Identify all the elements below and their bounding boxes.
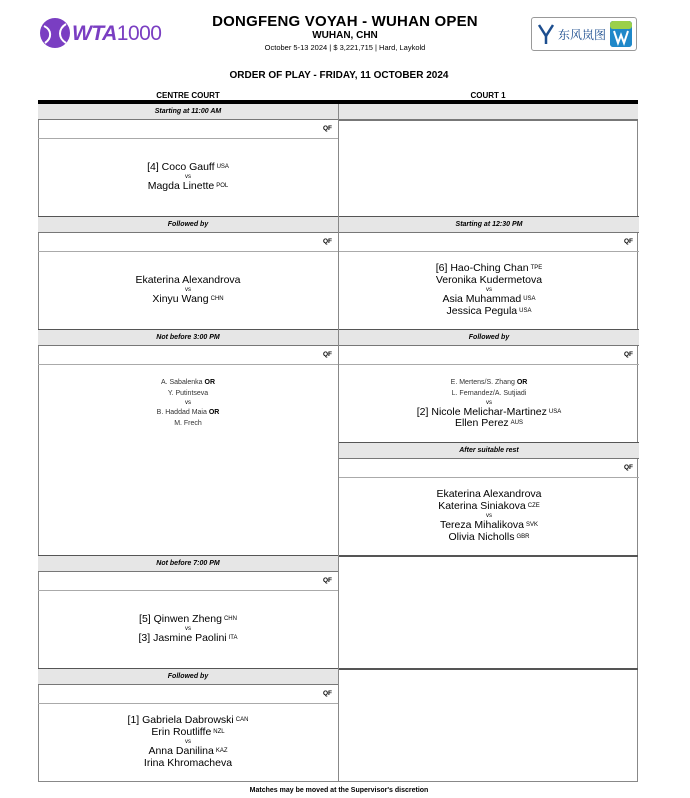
alternative-player-name: B. Haddad Maia: [156, 409, 207, 416]
player-name: [6] Hao-Ching Chan: [435, 262, 529, 274]
player-nationality: USA: [519, 307, 532, 314]
player-nationality: USA: [548, 408, 562, 415]
or-label: OR: [208, 409, 220, 416]
session-separator: [339, 668, 638, 670]
wta-1000-logo: [38, 16, 163, 52]
session-slot-label: Followed by: [339, 330, 639, 346]
player-nationality: CAN: [235, 717, 249, 723]
match: [339, 377, 639, 430]
round-label: QF: [323, 125, 333, 132]
player-name: [2] Nicole Melichar-Martinez: [416, 405, 547, 418]
round-row-rule: [339, 477, 639, 478]
session-slot-label: Starting at 12:30 PM: [339, 217, 639, 233]
player-nationality: USA: [216, 163, 229, 170]
session-slot-label: Followed by: [38, 669, 338, 685]
round-row-rule: [339, 364, 639, 365]
player-name: Veronika Kudermetova: [435, 273, 543, 286]
session-slot-label: Not before 3:00 PM: [38, 330, 338, 346]
round-label: QF: [323, 351, 333, 358]
versus-label: vs: [185, 626, 191, 632]
round-row-rule: [38, 364, 338, 365]
player-name: [4] Coco Gauff: [147, 160, 215, 173]
player-name: Asia Muhammad: [442, 293, 522, 305]
order-of-play-title: ORDER OF PLAY - FRIDAY, 11 OCTOBER 2024: [229, 70, 449, 81]
player-name: Anna Danilina: [148, 745, 214, 757]
alternative-player-line: [38, 407, 338, 418]
player-name: Ekaterina Alexandrova: [436, 488, 542, 500]
player-nationality: SVK: [526, 522, 539, 528]
tournament-title: DONGFENG VOYAH - WUHAN OPEN: [212, 13, 478, 30]
player-line: [38, 162, 338, 174]
session-slot-label: After suitable rest: [339, 443, 639, 459]
player-nationality: POL: [216, 183, 229, 189]
session-separator: [339, 555, 638, 557]
versus-label: vs: [185, 400, 191, 406]
round-label: QF: [624, 464, 634, 471]
player-line: [38, 275, 338, 287]
round-row-rule: [38, 251, 338, 252]
alternative-player-line: [339, 377, 639, 388]
player-line: [38, 294, 338, 306]
match: [38, 377, 338, 429]
sponsor-name: 东风岚图: [558, 27, 607, 42]
or-label: OR: [516, 378, 528, 386]
player-nationality: NZL: [213, 728, 225, 735]
match: [339, 489, 639, 543]
round-row-rule: [38, 590, 338, 591]
round-label: QF: [323, 577, 333, 584]
player-name: Olivia Nicholls: [448, 530, 515, 543]
player-line: [38, 181, 338, 193]
alternative-player-name: E. Mertens/S. Zhang: [450, 378, 515, 386]
alternative-player-name: L. Fernandez/A. Sutjiadi: [451, 389, 527, 397]
session-slot-label: Not before 7:00 PM: [38, 556, 338, 572]
empty-slot-label: [339, 104, 638, 120]
or-label: OR: [204, 379, 216, 386]
player-line: [38, 633, 338, 645]
player-nationality: USA: [523, 296, 536, 302]
sponsor-logo: [531, 17, 637, 51]
versus-label: vs: [486, 513, 492, 519]
player-name: Ekaterina Alexandrova: [135, 273, 241, 286]
player-line: [38, 614, 338, 626]
alternative-player-line: [38, 377, 338, 388]
court-header-court1: COURT 1: [470, 91, 506, 100]
player-line: [38, 758, 338, 770]
player-name: Ellen Perez: [454, 417, 509, 429]
alternative-player-line: [339, 388, 639, 399]
round-row-rule: [339, 251, 639, 252]
alternative-player-name: Y. Putintseva: [167, 390, 209, 397]
session-slot-label: Followed by: [38, 217, 338, 233]
player-name: Tereza Mihalikova: [439, 519, 525, 531]
player-line: [339, 532, 639, 544]
court-header-centre: CENTRE COURT: [156, 91, 220, 100]
player-nationality: KAZ: [215, 748, 228, 754]
wta-ball-icon: [38, 16, 72, 50]
tournament-city: WUHAN, CHN: [312, 30, 378, 41]
player-nationality: CZE: [527, 502, 540, 509]
footer-note: Matches may be moved at the Supervisor's discretion: [249, 787, 429, 794]
wta-brand: WTA: [72, 22, 117, 45]
player-name: [3] Jasmine Paolini: [138, 632, 227, 644]
versus-label: vs: [486, 287, 492, 293]
match: [38, 162, 338, 193]
alternative-player-line: [38, 388, 338, 399]
player-line: [339, 418, 639, 430]
match: [38, 614, 338, 645]
player-name: Magda Linette: [147, 180, 215, 192]
player-line: [339, 501, 639, 513]
versus-label: vs: [486, 399, 492, 406]
player-name: Xinyu Wang: [152, 293, 209, 305]
round-row-rule: [38, 138, 338, 139]
versus-label: vs: [185, 174, 191, 180]
round-label: QF: [624, 238, 634, 245]
player-nationality: TPE: [530, 265, 543, 271]
player-line: [38, 727, 338, 739]
player-name: Jessica Pegula: [446, 304, 518, 317]
player-name: Katerina Siniakova: [438, 499, 526, 512]
player-nationality: ITA: [228, 635, 238, 641]
player-nationality: CHN: [223, 615, 237, 622]
player-nationality: GBR: [516, 533, 530, 540]
wuhan-open-badge-icon: [610, 21, 632, 47]
player-line: [339, 306, 639, 318]
match: [38, 715, 338, 769]
player-name: Irina Khromacheva: [143, 756, 233, 769]
alternative-player-name: A. Sabalenka: [160, 379, 203, 386]
sponsor-emblem-icon: [537, 22, 555, 46]
round-label: QF: [323, 238, 333, 245]
round-row-rule: [38, 703, 338, 704]
versus-label: vs: [185, 739, 191, 745]
match: [38, 275, 338, 306]
match: [339, 263, 639, 317]
player-nationality: AUS: [510, 420, 524, 426]
alternative-player-name: M. Frech: [174, 420, 202, 427]
player-name: [1] Gabriela Dabrowski: [127, 714, 234, 726]
session-slot-label: Starting at 11:00 AM: [38, 104, 338, 120]
round-label: QF: [323, 690, 333, 697]
empty-block-rule: [339, 120, 638, 121]
player-nationality: CHN: [210, 296, 224, 302]
player-name: Erin Routliffe: [151, 725, 212, 738]
player-name: [5] Qinwen Zheng: [139, 612, 222, 625]
wta-level: 1000: [116, 22, 162, 45]
round-label: QF: [624, 351, 634, 358]
versus-label: vs: [185, 287, 191, 293]
tournament-info: October 5-13 2024 | $ 3,221,715 | Hard, Laykold: [264, 43, 426, 52]
player-line: [339, 275, 639, 287]
alternative-player-line: [38, 418, 338, 429]
